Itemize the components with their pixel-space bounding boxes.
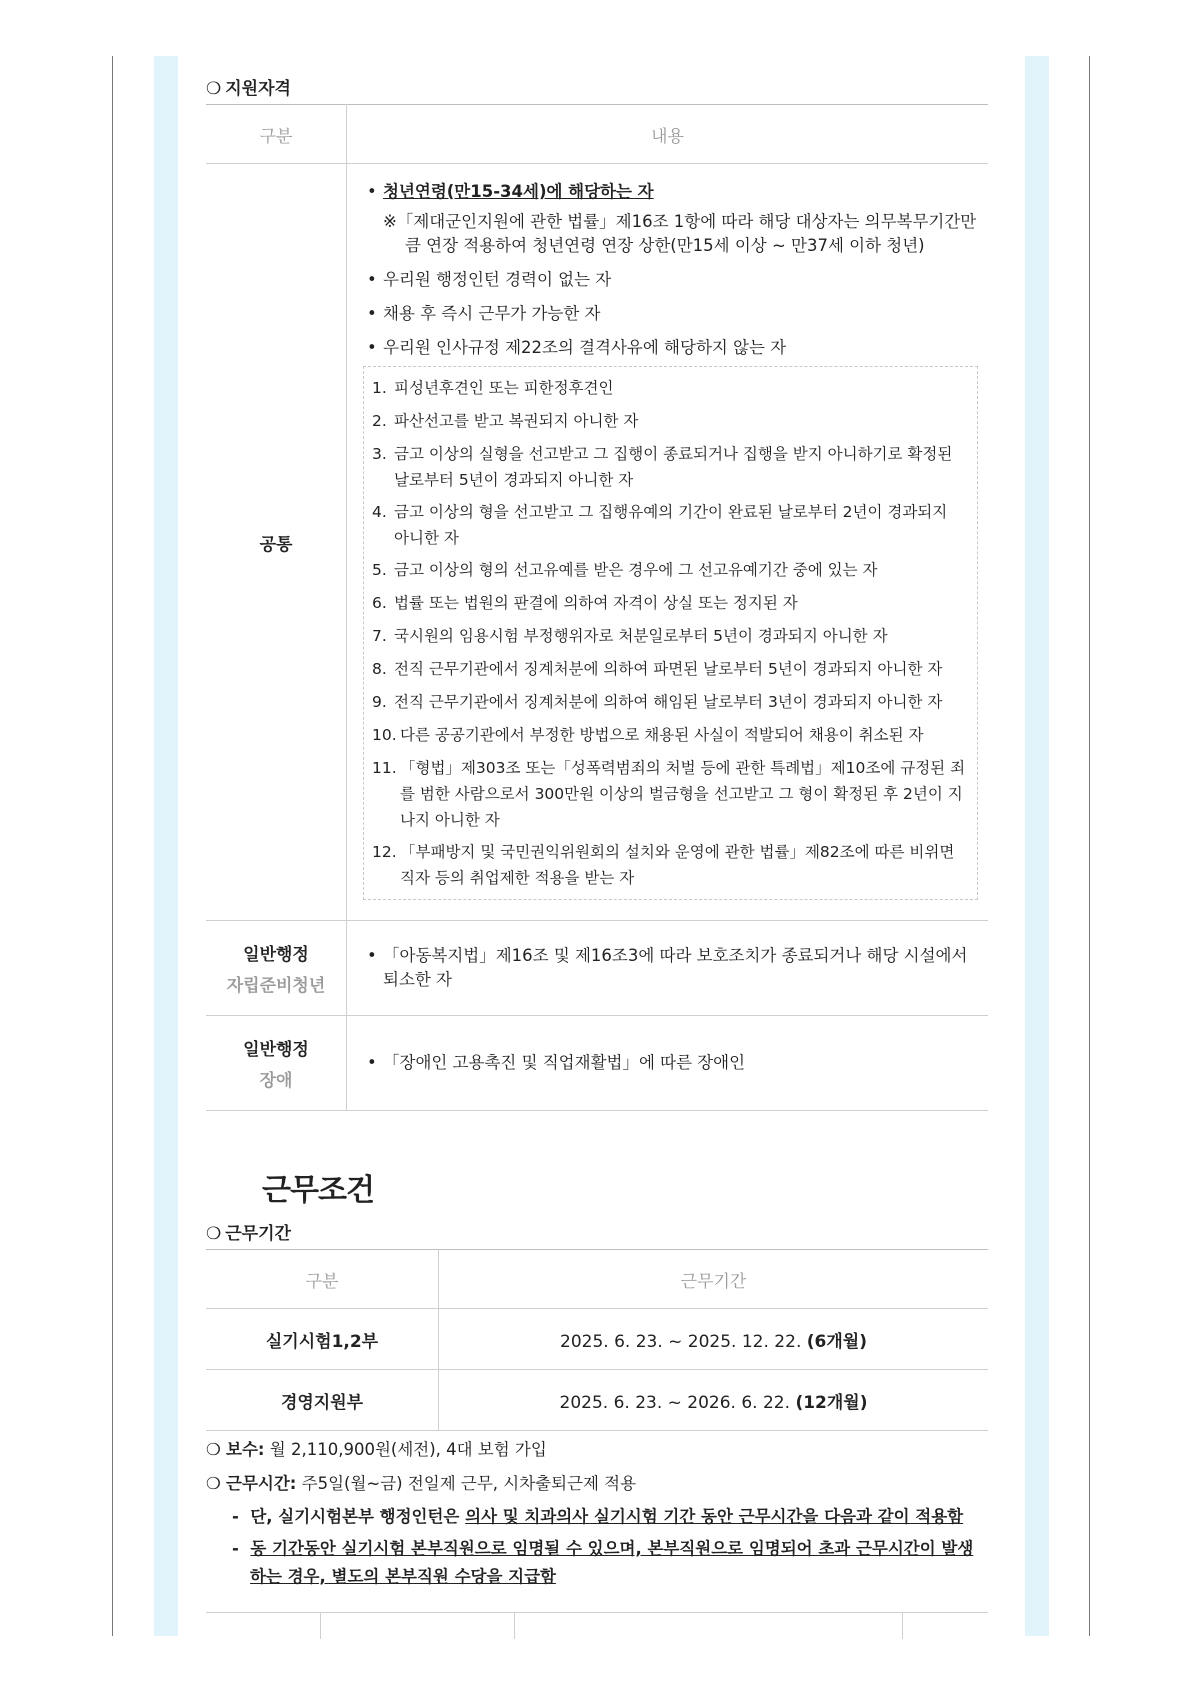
list-item: • 우리원 인사규정 제22조의 결격사유에 해당하지 않는 자 [367,336,978,360]
circle-bullet-icon: ❍ [206,1440,221,1459]
page-border-left [112,56,113,1636]
list-item [372,722,967,749]
hours-note-2: - 동 기간동안 실기시험 본부직원으로 임명될 수 있으며, 본부직원으로 임명되어 초과 근무시간이 발생하는 경우, 별도의 본부직원 수당을 지급함 [232,1539,974,1586]
item-number: 1. [372,379,387,397]
item-text: 금고 이상의 형의 선고유예를 받은 경우에 그 선고유예기간 중에 있는 자 [394,561,878,579]
list-item [372,408,967,435]
period-text: 2025. 6. 23. ~ 2026. 6. 22. [559,1392,791,1413]
hours-label: 근무시간: [226,1474,297,1493]
pay-label: 보수: [226,1440,265,1459]
qualifications-table [206,104,988,1111]
page-band-right [1025,56,1049,1636]
section-title-work-period [206,1219,988,1249]
label-main: 일반행정 [243,945,309,965]
list-item: • 채용 후 즉시 근무가 가능한 자 [367,302,978,326]
note-text: 단, 실기시험본부 행정인턴은 [250,1507,466,1526]
months-text: (6개월) [806,1331,867,1352]
item-number: 4. [372,503,387,521]
disqualification-box [363,366,978,900]
period-cell [439,1370,989,1431]
circle-bullet-icon: ❍ [206,1474,221,1493]
page-band-left [154,56,178,1636]
disability-content [347,1016,989,1111]
self-reliance-content [347,921,989,1016]
qualifications-title-text: 지원자격 [225,79,291,99]
item-text: 법률 또는 법원의 판결에 의하여 자격이 상실 또는 정지된 자 [394,594,798,612]
header-category: 구분 [206,1250,439,1309]
pay-line [206,1433,988,1467]
list-item [367,180,978,204]
pay-text: 월 2,110,900원(세전), 4대 보험 가입 [269,1440,547,1459]
item-number: 9. [372,693,387,711]
list-item [372,656,967,683]
months-text: (12개월) [795,1392,868,1413]
self-reliance-label [206,921,347,1016]
item-text: 「부패방지 및 국민권익위원회의 설치와 운영에 관한 법률」제82조에 따른 비위면직자 등의 취업제한 적용을 받는 자 [400,843,955,887]
table-header-row [206,105,988,164]
item-number: 7. [372,627,387,645]
item-text: 파산선고를 받고 복권되지 아니한 자 [394,412,639,430]
period-cell [439,1309,989,1370]
item-number: 12. [372,843,397,861]
item-text: 다른 공공기관에서 부정한 방법으로 채용된 사실이 적발되어 채용이 취소된 자 [400,726,924,744]
item-text: 피성년후견인 또는 피한정후견인 [394,379,614,397]
table-row-disability [206,1016,988,1111]
self-reliance-list [367,944,978,992]
note-underlined-text: 본부직원으로 임명되어 초과 근무시간이 발생하는 경우, 별도의 본부직원 수당을 지급함 [250,1539,974,1586]
list-item [372,375,967,402]
item-text: 전직 근무기관에서 징계처분에 의하여 파면된 날로부터 5년이 경과되지 아니한 자 [394,660,943,678]
list-item [372,623,967,650]
hours-note-1: - 단, 실기시험본부 행정인턴은 의사 및 치과의사 실기시험 기간 동안 근무시간을 다음과 같이 적용함 [232,1507,964,1526]
disability-label [206,1016,347,1111]
veteran-note-text: ※「제대군인지원에 관한 법률」제16조 1항에 따라 해당 대상자는 의무복무기간만큼 연장 적용하여 청년연령 연장 상한(만15세 이상 ~ 만37세 이하 청년) [383,212,977,255]
common-content [347,164,989,921]
hours-line [206,1467,988,1501]
table-row-common [206,164,988,921]
common-bullet-list-2 [367,268,978,360]
item-number: 3. [372,445,387,463]
item-number: 5. [372,561,387,579]
circle-bullet-icon: ❍ [206,79,222,99]
table-header-row [206,1250,988,1309]
item-number: 10. [372,726,397,744]
table-divider [514,1613,515,1639]
work-period-title-text: 근무기간 [225,1224,291,1244]
note-underlined-text: 동 기간동안 실기시험 본부직원으로 임명될 수 있으며, [250,1539,648,1558]
disability-list [367,1051,978,1075]
item-text: 「형법」제303조 또는「성폭력범죄의 처벌 등에 관한 특례법」제10조에 규정된 죄를 범한 사람으로서 300만원 이상의 벌금형을 선고받고 그 형이 확정된 후 2년이 지나지 아니한 자 [400,759,966,829]
list-item [372,755,967,833]
list-item: • 「아동복지법」제16조 및 제16조3에 따라 보호조치가 종료되거나 해당 시설에서 퇴소한 자 [367,944,978,992]
item-text: 금고 이상의 형을 선고받고 그 집행유예의 기간이 완료된 날로부터 2년이 경과되지 아니한 자 [394,503,948,547]
hours-text: 주5일(월~금) 전일제 근무, 시차출퇴근제 적용 [301,1474,637,1493]
page-border-right [1089,56,1090,1636]
circle-bullet-icon: ❍ [206,1224,222,1244]
dept-cell: 실기시험1,2부 [206,1309,439,1370]
item-number: 11. [372,759,397,777]
label-main: 일반행정 [243,1040,309,1060]
list-item [372,499,967,551]
work-period-table [206,1249,988,1431]
table-row [206,1309,988,1370]
item-text: 전직 근무기관에서 징계처분에 의하여 해임된 날로부터 3년이 경과되지 아니한 자 [394,693,943,711]
header-content: 내용 [347,105,989,164]
item-number: 2. [372,412,387,430]
list-item [372,689,967,716]
list-item [372,557,967,584]
period-text: 2025. 6. 23. ~ 2025. 12. 22. [560,1331,802,1352]
common-label: 공통 [206,164,347,921]
table-divider [320,1613,321,1639]
item-text: 국시원의 임용시험 부정행위자로 처분일로부터 5년이 경과되지 아니한 자 [394,627,888,645]
note-underlined-text: 의사 및 치과의사 실기시험 기간 동안 근무시간을 다음과 같이 적용함 [465,1507,964,1526]
list-item: • 「장애인 고용촉진 및 직업재활법」에 따른 장애인 [367,1051,978,1075]
veteran-note [367,210,978,258]
table-row [206,1370,988,1431]
section-title-qualifications [206,74,988,104]
header-period: 근무기간 [439,1250,989,1309]
label-sub: 장애 [259,1071,293,1091]
common-bullet-list [367,180,978,204]
next-table-top [206,1612,988,1639]
list-item [372,590,967,617]
dept-cell: 경영지원부 [206,1370,439,1431]
list-item [372,839,967,891]
header-category: 구분 [206,105,347,164]
work-conditions-heading: 근무조건 [262,1173,374,1208]
table-row-self-reliance [206,921,988,1016]
item-number: 6. [372,594,387,612]
label-sub: 자립준비청년 [226,976,326,996]
item-text: 금고 이상의 실형을 선고받고 그 집행이 종료되거나 집행을 받지 아니하기로 확정된 날로부터 5년이 경과되지 아니한 자 [394,445,953,489]
document-body [206,66,988,1591]
table-divider [902,1613,903,1639]
list-item: • 우리원 행정인턴 경력이 없는 자 [367,268,978,292]
item-number: 8. [372,660,387,678]
youth-age-requirement: 청년연령(만15-34세)에 해당하는 자 [383,182,654,201]
list-item [372,441,967,493]
